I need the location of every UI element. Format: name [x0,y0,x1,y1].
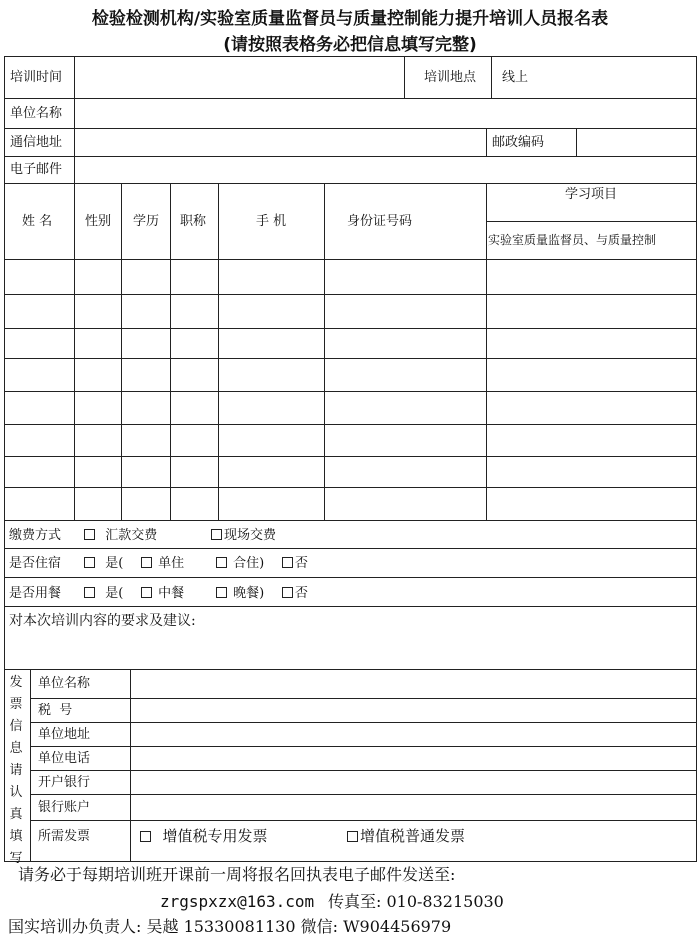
checkbox-icon[interactable] [216,557,227,568]
checkbox-icon[interactable] [84,529,95,540]
invoice-account-field[interactable] [132,796,695,819]
suggestions-field[interactable] [5,632,696,668]
footer-fax: 传真至: 010-83215030 [328,892,504,911]
page-subtitle: (请按照表格务必把信息填写完整) [223,35,477,55]
col-gender-header: 性别 [85,214,112,229]
table-row[interactable] [5,488,696,520]
address-label: 通信地址 [10,135,63,150]
footer-contact: 国实培训办负责人: 吴越 15330081130 微信: W904456979 [8,917,452,936]
checkbox-icon[interactable] [347,831,358,842]
company-label: 单位名称 [10,106,63,121]
email-field[interactable] [76,158,695,182]
table-row[interactable] [5,260,696,294]
postcode-label: 邮政编码 [492,135,545,150]
postcode-field[interactable] [578,130,695,155]
lodging-single[interactable]: 单住 [141,557,184,570]
col-phone-header: 手 机 [256,214,287,229]
table-row[interactable] [5,359,696,391]
invoice-tax-label: 税 号 [38,703,73,718]
invoice-address-label: 单位地址 [38,727,91,742]
checkbox-icon[interactable] [282,587,293,598]
address-field[interactable] [76,130,484,155]
invoice-type-normal[interactable]: 增值税普通发票 [347,829,465,844]
company-field[interactable] [76,100,695,127]
invoice-type-label: 所需发票 [38,829,91,844]
checkbox-icon[interactable] [141,557,152,568]
invoice-account-label: 银行账户 [38,800,91,815]
payment-option-transfer[interactable]: 汇款交费 [84,529,157,542]
training-time-field[interactable] [76,58,402,97]
payment-option-onsite[interactable]: 现场交费 [211,529,276,542]
invoice-type-special[interactable]: 增值税专用发票 [140,829,268,844]
invoice-company-label: 单位名称 [38,676,91,691]
invoice-bank-field[interactable] [132,772,695,793]
col-project-name: 实验室质量监督员、与质量控制 [488,233,657,247]
col-project-header: 学习项目 [565,187,618,202]
footer-email: zrgspxzx@163.com [160,892,315,911]
page-title: 检验检测机构/实验室质量监督员与质量控制能力提升培训人员报名表 [91,9,609,29]
col-id-header: 身份证号码 [347,214,413,229]
invoice-phone-field[interactable] [132,748,695,769]
table-border-right [696,56,697,862]
meals-label: 是否用餐 [9,586,62,601]
invoice-side-label: 发 票 信 息 请 认 真 填 写 [9,675,23,866]
table-row[interactable] [5,295,696,328]
checkbox-icon[interactable] [84,587,95,598]
lodging-label: 是否住宿 [9,556,62,571]
checkbox-icon[interactable] [141,587,152,598]
lodging-shared[interactable]: 合住) [216,557,264,570]
meals-dinner[interactable]: 晚餐) [216,587,264,600]
table-border-bottom [4,861,697,862]
email-label: 电子邮件 [10,162,63,177]
training-time-label: 培训时间 [10,70,63,85]
suggestions-label: 对本次培训内容的要求及建议: [9,613,196,629]
invoice-tax-field[interactable] [132,700,695,721]
checkbox-icon[interactable] [211,529,222,540]
checkbox-icon[interactable] [216,587,227,598]
checkbox-icon[interactable] [84,557,95,568]
training-place-label: 培训地点 [424,70,477,85]
col-title-header: 职称 [180,214,207,229]
invoice-address-field[interactable] [132,724,695,745]
payment-label: 缴费方式 [9,528,62,543]
training-place-value: 线上 [502,70,529,85]
col-name-header: 姓 名 [22,214,53,229]
invoice-bank-label: 开户银行 [38,775,91,790]
table-row[interactable] [5,329,696,358]
checkbox-icon[interactable] [282,557,293,568]
col-education-header: 学历 [133,214,160,229]
meals-no[interactable]: 否 [282,587,308,600]
table-row[interactable] [5,457,696,487]
lodging-no[interactable]: 否 [282,557,308,570]
checkbox-icon[interactable] [140,831,151,842]
table-row[interactable] [5,425,696,456]
meals-lunch[interactable]: 中餐 [141,587,184,600]
invoice-phone-label: 单位电话 [38,751,91,766]
table-row[interactable] [5,392,696,424]
lodging-yes[interactable]: 是( [84,557,123,570]
invoice-company-field[interactable] [132,671,695,697]
footer-instruction: 请务必于每期培训班开课前一周将报名回执表电子邮件发送至: [18,865,456,884]
table-border-top [4,56,697,57]
meals-yes[interactable]: 是( [84,587,123,600]
